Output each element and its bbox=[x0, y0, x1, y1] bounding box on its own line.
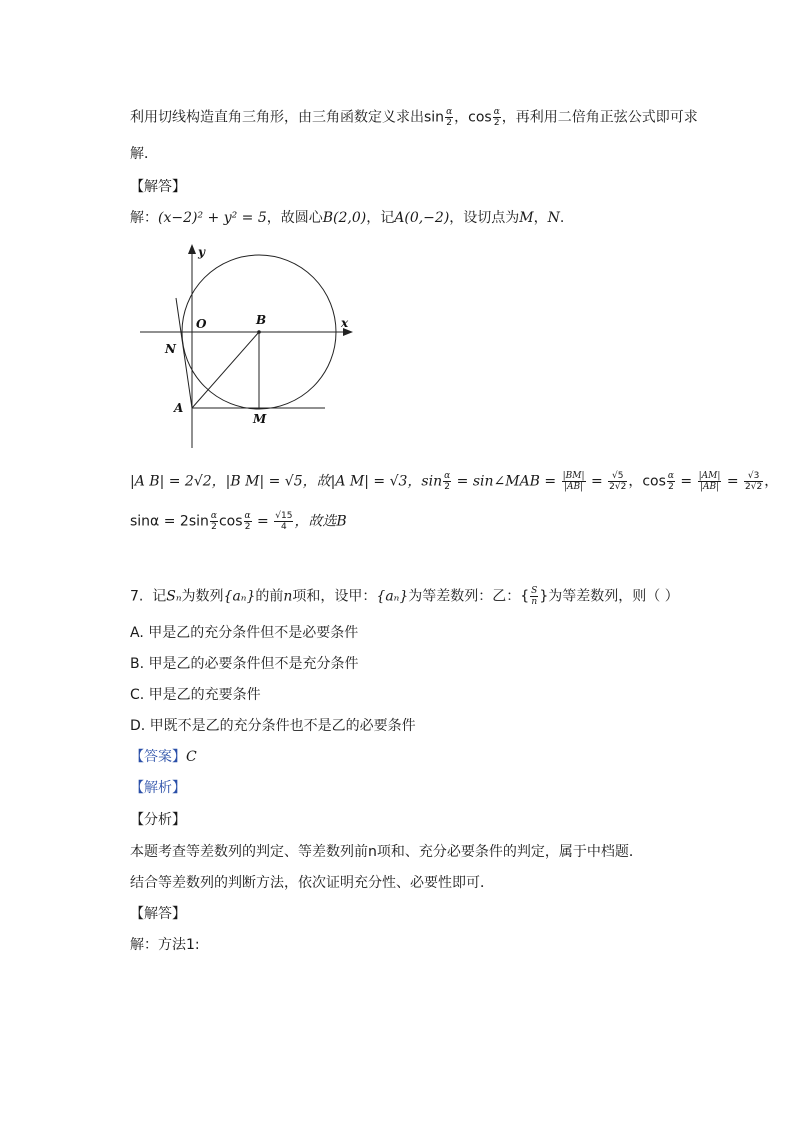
solution2-header: 【解答】 bbox=[130, 906, 186, 922]
answer-line bbox=[130, 747, 197, 767]
answer-label: 【答案】 bbox=[130, 749, 186, 765]
solution-line-1: 解：(x−2)² + y² = 5，故圆心B(2,0)，记A(0,−2)，设切点为M，N. bbox=[130, 210, 565, 226]
s-over-n: $\frac{S}{n}$ bbox=[531, 586, 538, 607]
label-m: M bbox=[253, 412, 267, 426]
label-x: x bbox=[341, 316, 349, 330]
option-a: A. 甲是乙的充分条件但不是必要条件 bbox=[130, 625, 359, 641]
intro-line: 利用切线构造直角三角形，由三角函数定义求出sin $\frac{\alpha}{2}$ ，cos $\frac{\alpha}{2}$ ，再利用二倍角正弦公式即可求 bbox=[130, 107, 698, 128]
fenxi-text-1: 本题考查等差数列的判定、等差数列前n项和、充分必要条件的判定，属于中档题． bbox=[130, 844, 643, 860]
question-number: 7. bbox=[130, 588, 144, 605]
label-n: N bbox=[165, 342, 176, 356]
half-alpha-fraction: $\frac{\alpha}{2}$ bbox=[446, 107, 453, 128]
sin-fn: sin bbox=[424, 109, 445, 126]
result-line: sinα = 2sin $\frac{\alpha}{2}$ cos $\frac{\alpha}{2}$ = $\frac{√15}{4}$ ，故选B bbox=[130, 511, 347, 532]
answer-value: C bbox=[186, 749, 197, 765]
center-b: B(2,0) bbox=[322, 210, 367, 226]
intro-text-2: ，再利用二倍角正弦公式即可求 bbox=[501, 109, 698, 126]
segment-ab bbox=[192, 332, 259, 408]
label-y: y bbox=[198, 245, 205, 259]
geometry-figure bbox=[135, 240, 365, 455]
solution2-text: 解：方法1: bbox=[130, 937, 200, 953]
option-d: D. 甲既不是乙的充分条件也不是乙的必要条件 bbox=[130, 718, 416, 734]
cos-fn: cos bbox=[468, 109, 492, 126]
half-alpha-fraction-2: $\frac{\alpha}{2}$ bbox=[493, 107, 500, 128]
y-axis-arrow bbox=[188, 244, 196, 254]
point-b bbox=[257, 330, 261, 334]
analysis-label: 【解析】 bbox=[130, 780, 186, 796]
intro-line-2: 解． bbox=[130, 146, 158, 162]
point-a: A(0,−2) bbox=[394, 210, 450, 226]
label-b: B bbox=[256, 313, 267, 327]
option-b: B. 甲是乙的必要条件但不是充分条件 bbox=[130, 656, 359, 672]
option-c: C. 甲是乙的充要条件 bbox=[130, 687, 261, 703]
fenxi-text-2: 结合等差数列的判断方法，依次证明充分性、必要性即可． bbox=[130, 875, 494, 891]
lengths-line: |A B| = 2√2，|B M| = √5，故|A M| = √3，sin $\frac{\alpha}{2}$ = sin∠MAB = $\frac{|BM|}{|AB|}$ = $\frac{√5}{2√2}$ ，cos $\frac{\alpha}{2}$ = $\frac{|AM|}{|AB|}$ = $\frac{√3}{2√2}$ ， bbox=[130, 471, 779, 492]
solution-header: 【解答】 bbox=[130, 179, 186, 195]
fenxi-label: 【分析】 bbox=[130, 812, 186, 828]
question-7: 7. 记Sₙ为数列{aₙ}的前n项和，设甲：{aₙ}为等差数列：乙：{ $\frac{S}{n}$ }为等差数列，则（ ） bbox=[130, 586, 679, 607]
label-a: A bbox=[174, 401, 184, 415]
intro-text: 利用切线构造直角三角形，由三角函数定义求出 bbox=[130, 109, 424, 126]
circle-equation: (x−2)² + y² = 5 bbox=[158, 210, 267, 226]
label-o: O bbox=[196, 317, 207, 331]
